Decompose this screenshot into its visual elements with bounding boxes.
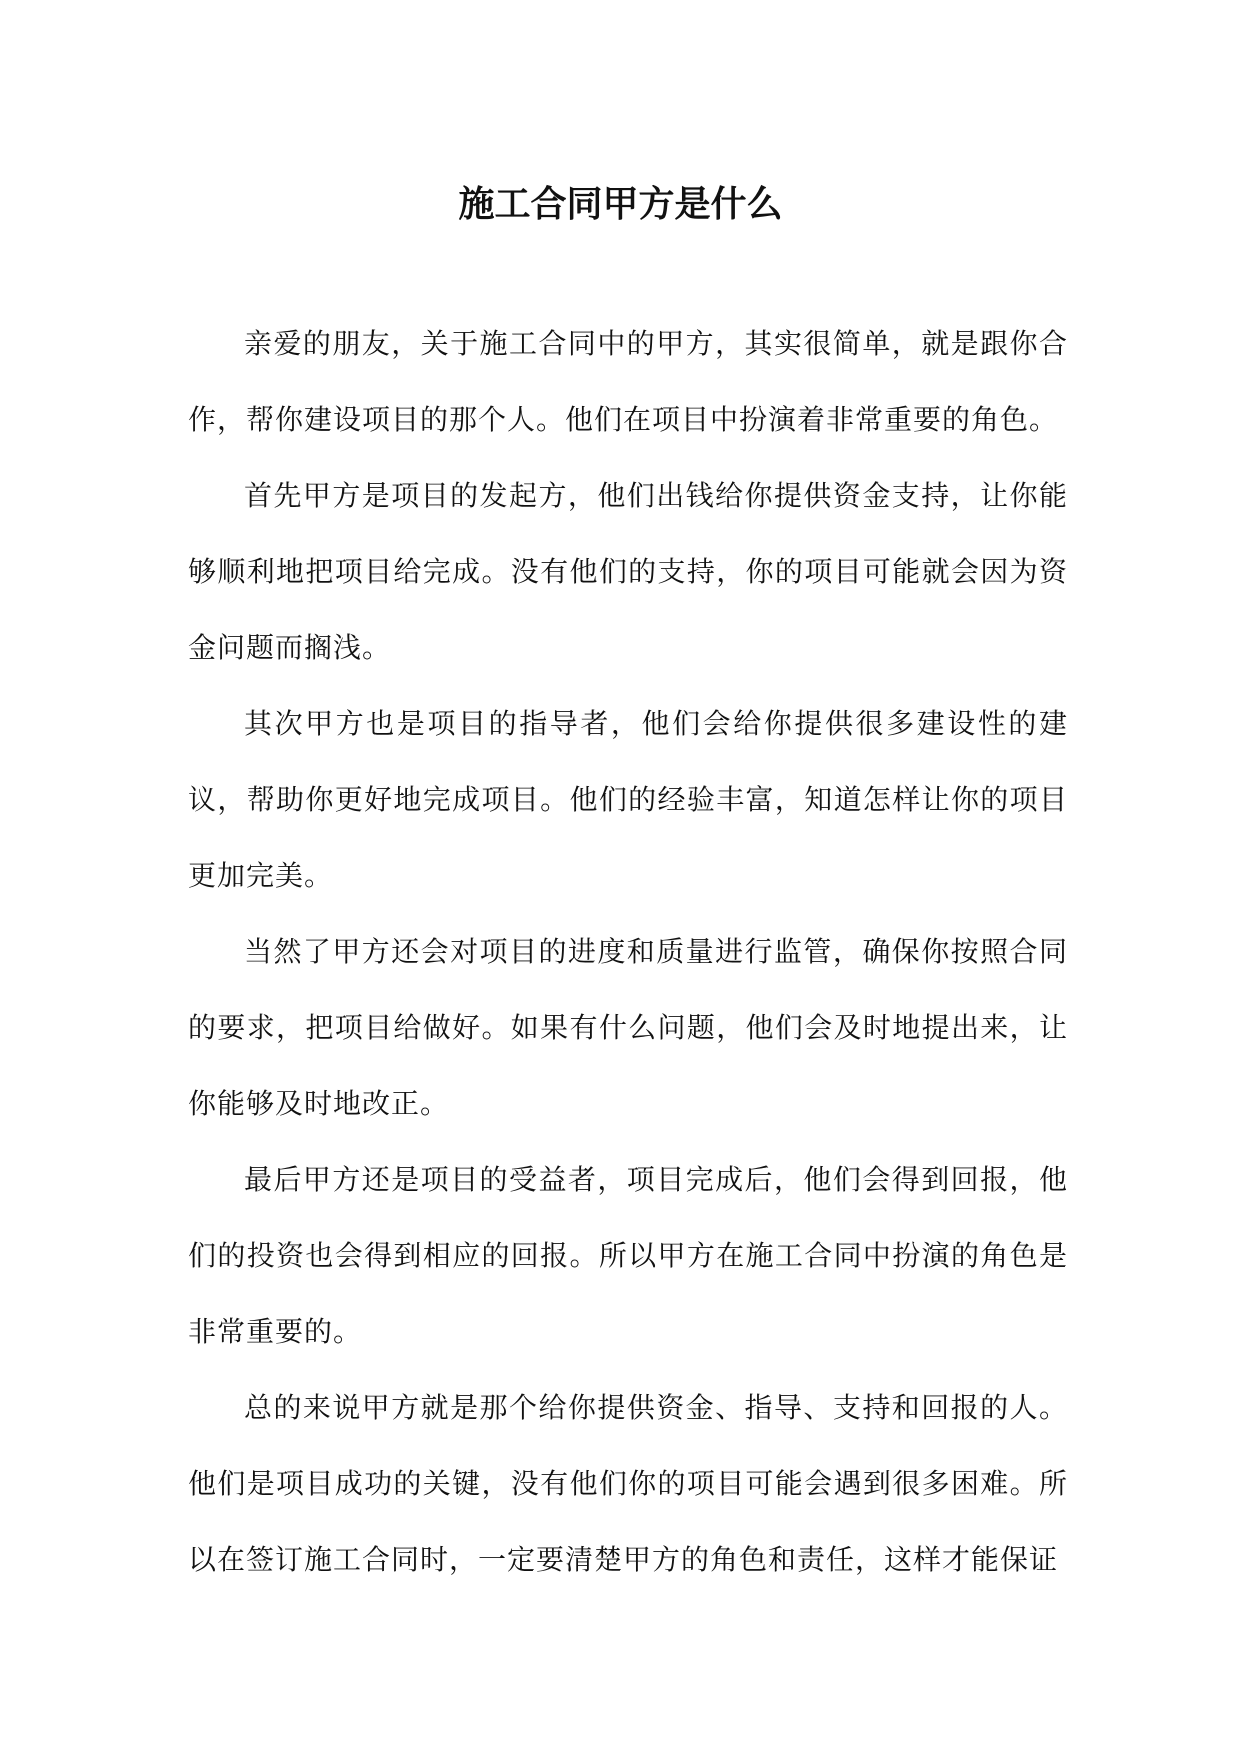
paragraph-3: 其次甲方也是项目的指导者，他们会给你提供很多建设性的建议，帮助你更好地完成项目。他们的经验丰富，知道怎样让你的项目更加完美。	[188, 707, 1068, 892]
document-title: 施工合同甲方是什么	[458, 183, 783, 225]
paragraph-6: 总的来说甲方就是那个给你提供资金、指导、支持和回报的人。他们是项目成功的关键，没有他们你的项目可能会遇到很多困难。所以在签订施工合同时，一定要清楚甲方的角色和责任，这样才能保证	[188, 1391, 1068, 1576]
paragraph-4: 当然了甲方还会对项目的进度和质量进行监管，确保你按照合同的要求，把项目给做好。如果有什么问题，他们会及时地提出来，让你能够及时地改正。	[188, 935, 1068, 1120]
paragraph-2: 首先甲方是项目的发起方，他们出钱给你提供资金支持，让你能够顺利地把项目给完成。没有他们的支持，你的项目可能就会因为资金问题而搁浅。	[188, 479, 1068, 664]
document-body	[188, 306, 1068, 1598]
paragraph-1: 亲爱的朋友，关于施工合同中的甲方，其实很简单，就是跟你合作，帮你建设项目的那个人。他们在项目中扮演着非常重要的角色。	[188, 327, 1068, 436]
paragraph-5: 最后甲方还是项目的受益者，项目完成后，他们会得到回报，他们的投资也会得到相应的回报。所以甲方在施工合同中扮演的角色是非常重要的。	[188, 1163, 1068, 1348]
